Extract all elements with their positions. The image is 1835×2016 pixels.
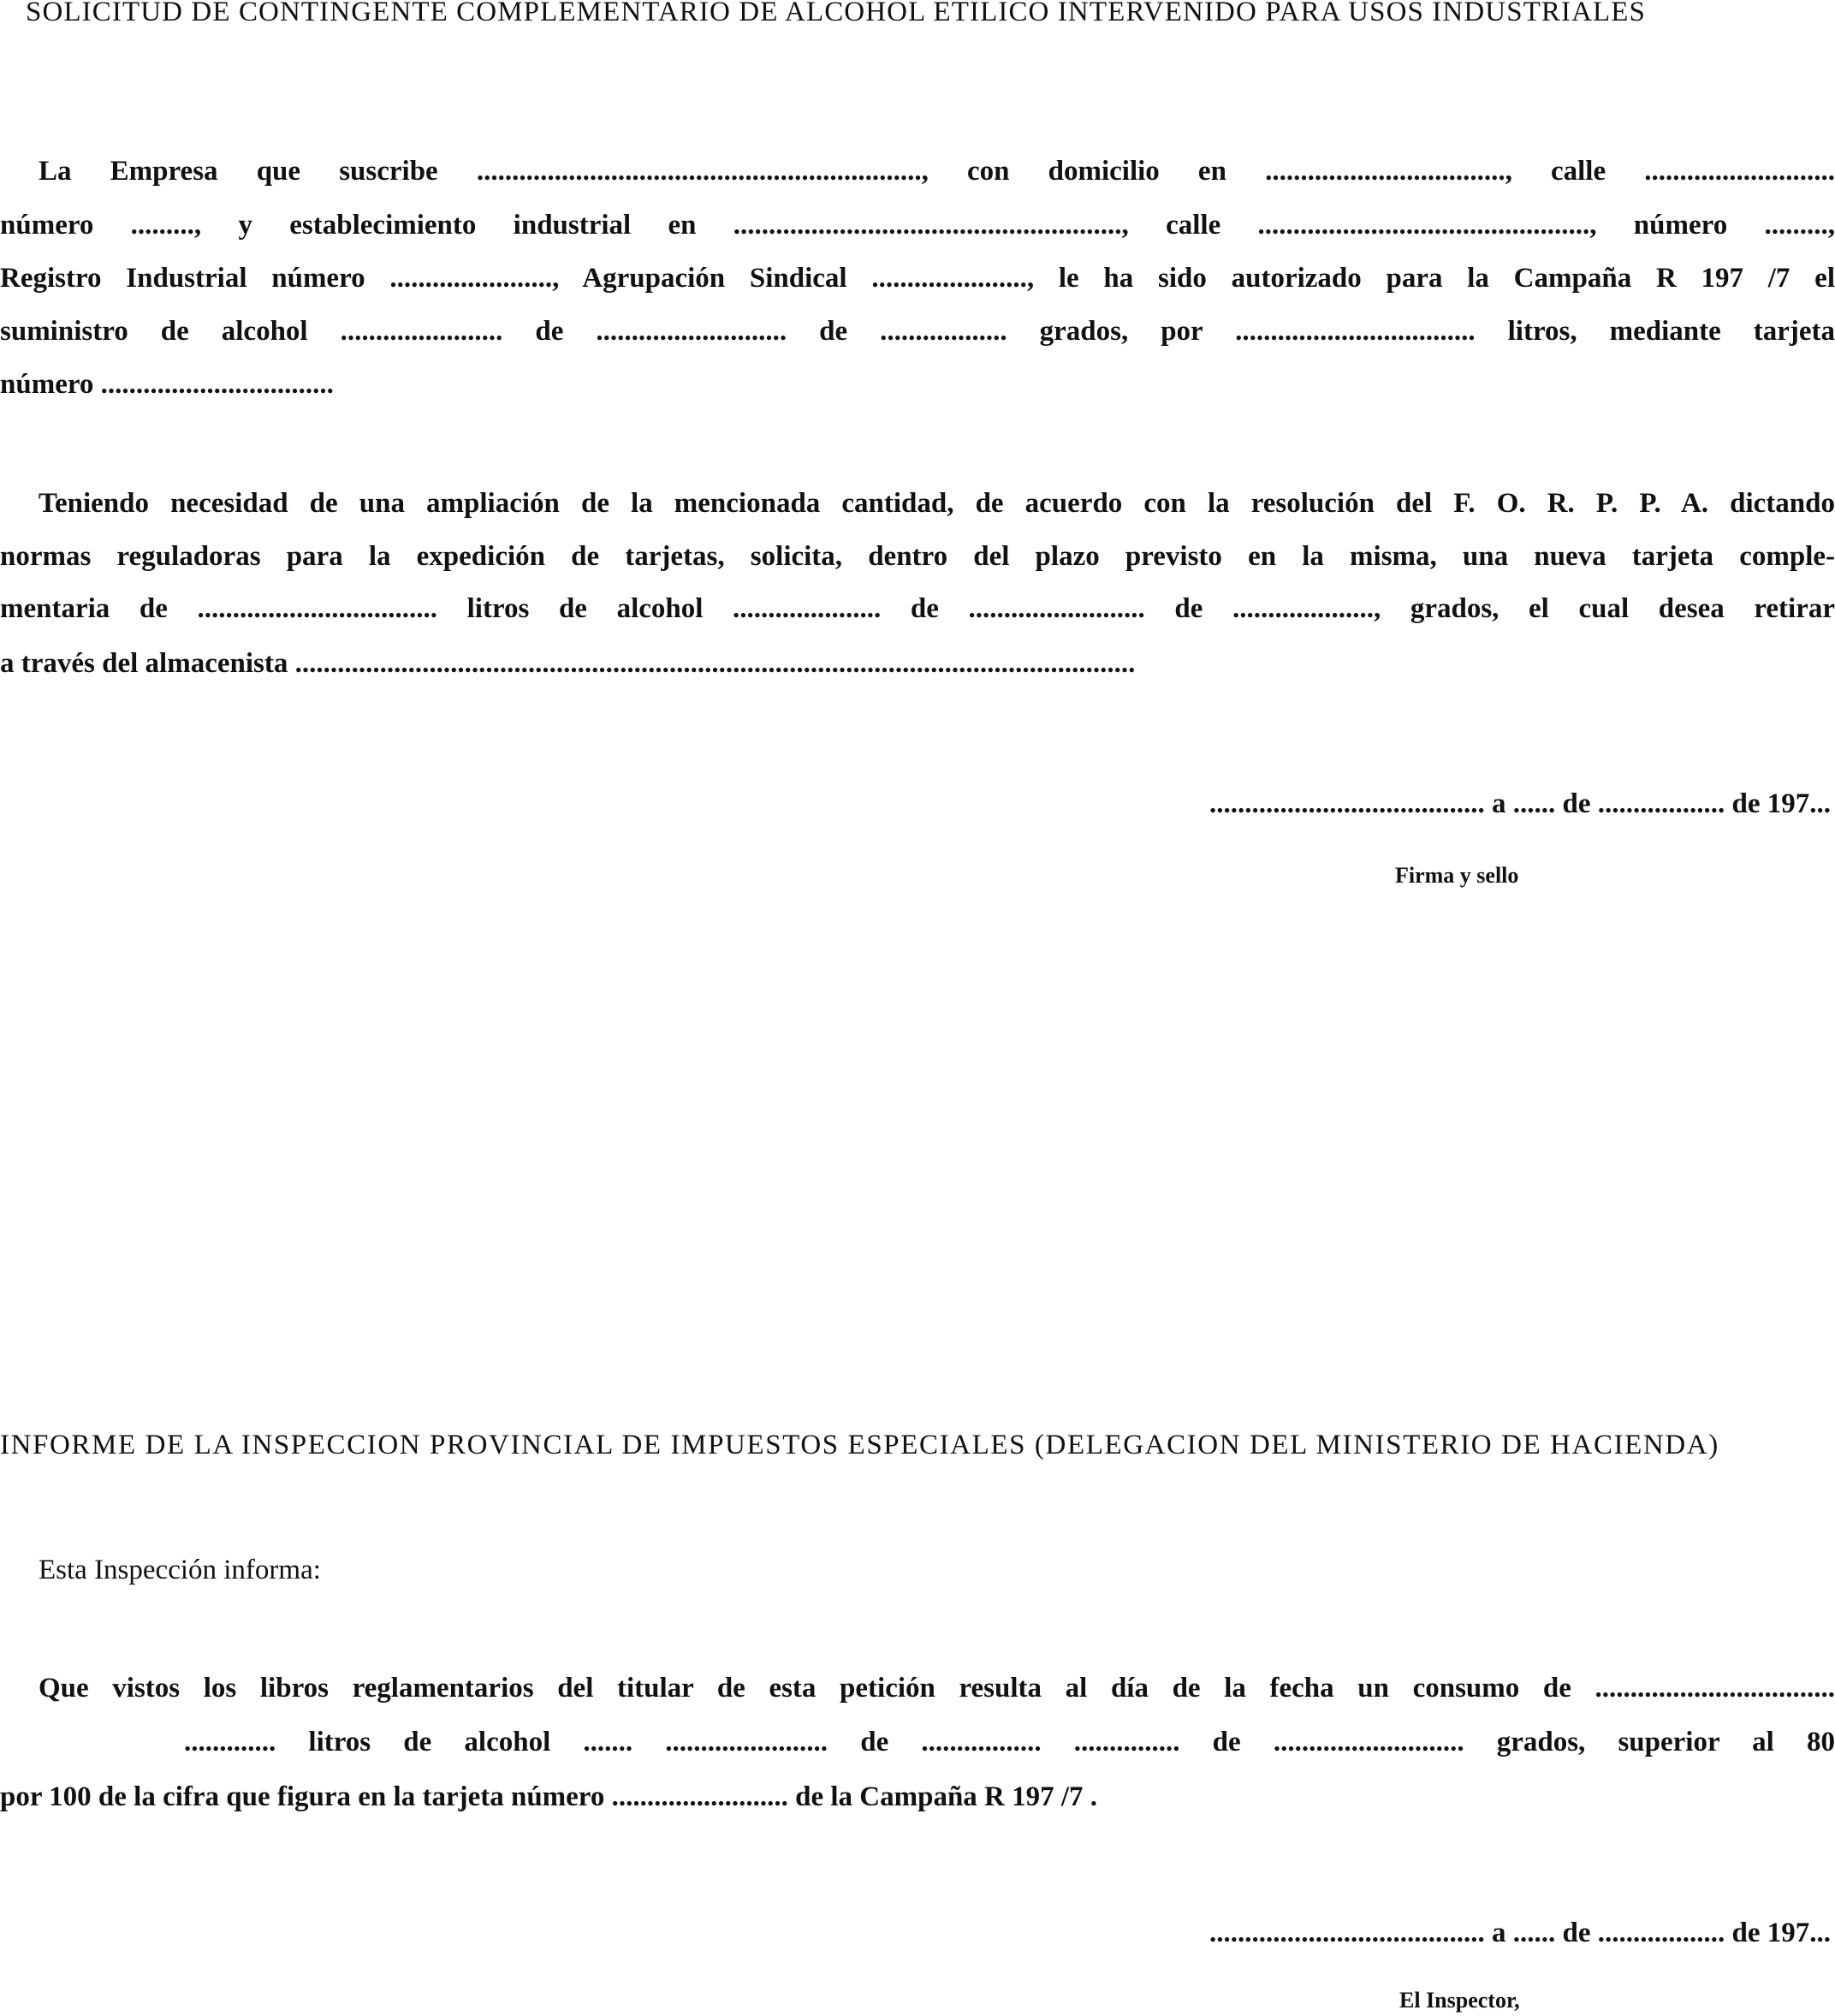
para1-line-1: La Empresa que suscribe ..............................................................., con domicilio en .................................., calle ........................... [39, 156, 1835, 187]
date-line-applicant: ....................................... a ...... de .................. de 197... [1209, 788, 1831, 819]
section1-title: SOLICITUD DE CONTINGENTE COMPLEMENTARIO DE ALCOHOL ETILICO INTERVENIDO PARA USOS INDUSTRIALES [26, 0, 1647, 27]
para2-line-4: a través del almacenista ....................................................................................................................... [0, 648, 1136, 679]
date-line-inspector: ....................................... a ...... de .................. de 197... [1209, 1918, 1831, 1948]
inspection-line-2: ............. litros de alcohol ....... ....................... de ................. ............... de ........................... grados, superior al 80 [184, 1727, 1835, 1757]
section2-title: INFORME DE LA INSPECCION PROVINCIAL DE IMPUESTOS ESPECIALES (DELEGACION DEL MINISTERIO DE HACIENDA) [0, 1430, 1719, 1460]
inspection-intro: Esta Inspección informa: [39, 1555, 321, 1585]
inspection-line-3: por 100 de la cifra que figura en la tarjeta número ......................... de la Campaña R 197 /7 . [0, 1781, 1098, 1812]
para2-line-3: mentaria de .................................. litros de alcohol ..................... de ......................... de ...................., grados, el cual desea retirar [0, 593, 1835, 624]
para1-line-5: número ................................. [0, 369, 334, 400]
para1-line-4: suministro de alcohol ....................... de ........................... de .................. grados, por .................................. litros, mediante tarjeta [0, 316, 1835, 347]
para1-line-2: número ........., y establecimiento industrial en ......................................................., calle ..............................................., número ........., [0, 210, 1835, 241]
inspection-line-1: Que vistos los libros reglamentarios del titular de esta petición resulta al día de la fecha un consumo de .................................. [39, 1673, 1835, 1704]
para1-line-3: Registro Industrial número ......................., Agrupación Sindical ......................, le ha sido autorizado para la Campaña R 197 /7 el [0, 263, 1835, 294]
para2-line-1: Teniendo necesidad de una ampliación de la mencionada cantidad, de acuerdo con la resolución del F. O. R. P. P. A. dictando [39, 488, 1835, 519]
signature-caption-applicant: Firma y sello [1395, 863, 1519, 888]
signature-caption-inspector: El Inspector, [1399, 1988, 1520, 2013]
para2-line-2: normas reguladoras para la expedición de tarjetas, solicita, dentro del plazo previsto en la misma, una nueva tarjeta comple- [0, 541, 1835, 572]
